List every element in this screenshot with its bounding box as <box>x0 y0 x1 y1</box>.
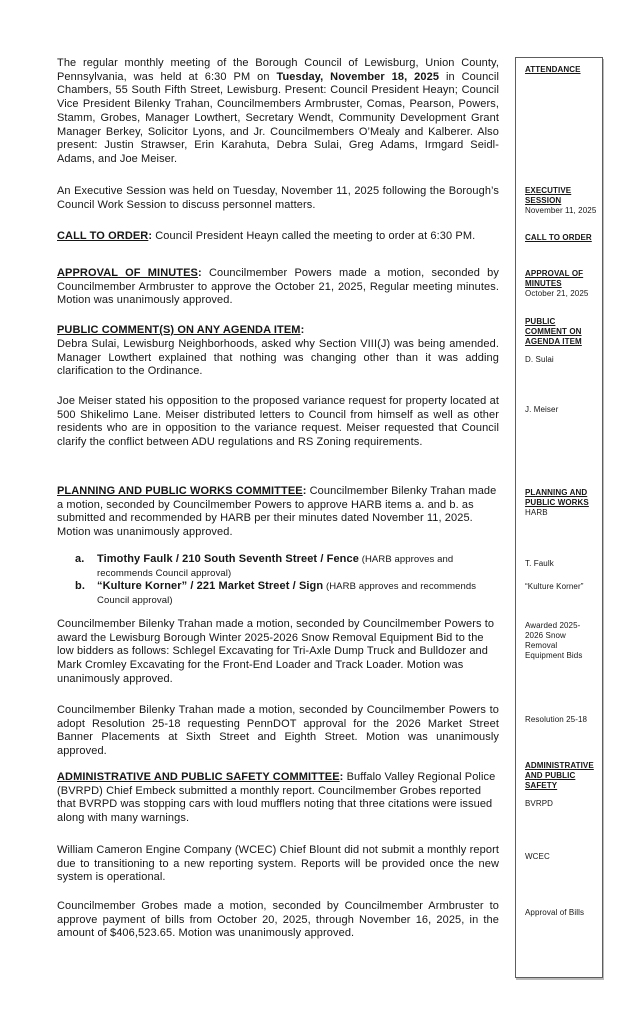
public-comment-paragraph <box>57 338 499 379</box>
margin-note-line: SESSION <box>525 196 562 205</box>
text-run: “Kulture Korner” / 221 Market Street / Sign <box>97 580 324 592</box>
margin-note-line: November 11, 2025 <box>525 206 597 215</box>
margin-note-line: SAFETY <box>525 781 558 790</box>
note-public-comment <box>525 317 599 347</box>
meiser-comment-paragraph <box>57 395 499 450</box>
margin-note-line: T. Faulk <box>525 559 554 568</box>
text-run: PUBLIC COMMENT(S) ON ANY AGENDA ITEM <box>57 324 301 336</box>
text-run: (HARB approves and recommends Council approval) <box>97 554 454 579</box>
note-executive-session <box>525 186 599 216</box>
planning-committee-paragraph <box>57 485 499 540</box>
margin-note-line: ATTENDANCE <box>525 65 581 74</box>
margin-note-line: D. Sulai <box>525 355 554 364</box>
margin-note-line: Resolution 25-18 <box>525 715 588 724</box>
margin-note-line: PLANNING AND <box>525 488 588 497</box>
margin-note-line: J. Meiser <box>525 405 559 414</box>
admin-safety-paragraph <box>57 771 499 826</box>
list-item-content <box>97 580 505 607</box>
text-run: Councilmember Grobes made a motion, seconded by Councilmember Armbruster to approve payment of bills from October 20, 2025, through November 16, 2025, in the amount of $406,523.65. Motion was unanimously approved. <box>57 900 499 940</box>
margin-note-line: MINUTES <box>525 279 562 288</box>
text-run: Tuesday, November 18, 2025 <box>276 70 440 83</box>
note-attendance <box>525 65 599 75</box>
note-wcec <box>525 852 599 862</box>
text-run: : <box>148 230 153 242</box>
text-run: CALL TO ORDER <box>57 230 149 242</box>
note-approval-of-minutes <box>525 269 599 299</box>
margin-note-line: CALL TO ORDER <box>525 233 592 242</box>
text-run: Councilmember Bilenky Trahan made a motion, seconded by Councilmember Powers to award the Lewisburg Borough Winter 2025-2026 Snow Removal Equipment Bid to the low bidders as follows: Schlegel Excavating for Tri-Axle Dump Truck and Bulldozer and Mark Cromley Excavating for the Front-End Loader and Track Loader. Motion was unanimously approved. <box>57 618 495 685</box>
note-d-sulai <box>525 355 599 365</box>
text-run: William Cameron Engine Company (WCEC) Chief Blount did not submit a monthly report due to transitioning to a new reporting system. Reports will be provided once the new system is operational. <box>57 844 499 884</box>
note-t-faulk <box>525 559 599 569</box>
margin-note-line: WCEC <box>525 852 550 861</box>
harb-item-b <box>75 580 505 607</box>
text-run: Councilmember Bilenky Trahan made a motion, seconded by Councilmember Powers to adopt Resolution 25-18 requesting PennDOT approval for the 2026 Market Street Banner Placements at Sixth Street and Eighth Street. Motion was unanimously approved. <box>57 704 499 758</box>
margin-note-line: AND PUBLIC <box>525 771 576 780</box>
wcec-paragraph <box>57 844 499 885</box>
note-admin-public-safety <box>525 761 599 791</box>
harb-item-a <box>75 553 505 580</box>
text-run: An Executive Session was held on Tuesday, November 11, 2025 following the Borough’s Council Work Session to discuss personnel matters. <box>57 185 499 211</box>
margin-note-line: AGENDA ITEM <box>525 337 582 346</box>
call-to-order-paragraph <box>57 230 499 244</box>
text-run: : <box>300 324 305 336</box>
text-run: Councilmember Bilenky Trahan made a motion, seconded by Councilmember Powers to approve HARB items a. and b. as submitted and recommended by HARB per their minutes dated November 11, 2025. Motion was unanimously approved. <box>57 485 497 539</box>
list-marker: b. <box>75 580 85 592</box>
note-snow-bids <box>525 621 599 661</box>
note-bvrpd <box>525 799 599 809</box>
text-run: Joe Meiser stated his opposition to the proposed variance request for property located at 500 Shikelimo Lane. Meiser distributed letters to Council from himself as well as other residents who are in opposition to the variance request. Meiser requested that Council clarify the conflict between ADU regulations and RS Zoning requirements. <box>57 395 499 449</box>
bills-paragraph <box>57 900 499 941</box>
intro-paragraph <box>57 57 499 167</box>
margin-note-line: Approval of Bills <box>525 908 585 917</box>
list-marker: a. <box>75 553 85 565</box>
text-run: (HARB approves and recommends Council approval) <box>97 581 477 606</box>
note-kulture-korner <box>525 582 599 592</box>
margin-note-line: Awarded 2025- <box>525 621 581 630</box>
text-run: Timothy Faulk / 210 South Seventh Street / Fence <box>97 553 359 565</box>
text-run: ADMINISTRATIVE AND PUBLIC SAFETY COMMITTEE <box>57 771 340 783</box>
note-planning-public-works <box>525 488 599 518</box>
margin-note-line: EXECUTIVE <box>525 186 572 195</box>
text-run: : <box>197 267 202 279</box>
text-run: in Council Chambers, 55 South Fifth Street, Lewisburg. Present: Council President Heayn; Council Vice President Bilenky Trahan, Councilmembers Armbruster, Comas, Pearson, Powers, Stamm, Grobes, Manager Lowthert, Secretary Wendt, Community Development Grant Manager Berkey, Solicitor Lyons, and Jr. Councilmembers O’Mealy and Kalberer. Also present: Justin Strawser, Erin Karahuta, Debra Sulai, Greg Adams, Irmgard Seidl-Adams, and Joe Meiser. <box>57 70 499 165</box>
margin-note-line: October 21, 2025 <box>525 289 589 298</box>
margin-note-line: HARB <box>525 508 548 517</box>
margin-note-line: APPROVAL OF <box>525 269 584 278</box>
text-run: : <box>302 485 307 497</box>
note-j-meiser <box>525 405 599 415</box>
approval-of-minutes-paragraph <box>57 267 499 308</box>
text-run: The regular monthly meeting of the Borough Council of Lewisburg, Union County, Pennsylvania, was held at 6:30 PM on <box>57 57 499 83</box>
note-approval-of-bills <box>525 908 599 918</box>
margin-note-line: Equipment Bids <box>525 651 583 660</box>
margin-note-line: “Kulture Korner” <box>525 582 584 591</box>
margin-note-line: 2026 Snow <box>525 631 566 640</box>
note-call-to-order <box>525 233 599 243</box>
margin-note-line: ADMINISTRATIVE <box>525 761 594 770</box>
resolution-paragraph <box>57 704 499 759</box>
public-comment-heading <box>57 324 499 338</box>
margin-note-line: PUBLIC WORKS <box>525 498 589 507</box>
margin-notes-box <box>515 57 603 978</box>
margin-note-line: PUBLIC <box>525 317 556 326</box>
text-run: PLANNING AND PUBLIC WORKS COMMITTEE <box>57 485 303 497</box>
text-run: APPROVAL OF MINUTES <box>57 267 198 279</box>
margin-note-line: BVRPD <box>525 799 554 808</box>
text-run: Buffalo Valley Regional Police (BVRPD) Chief Embeck submitted a monthly report. Councilmember Grobes reported that BVRPD was stopping cars with loud mufflers noting that three citations were issued along with many warnings. <box>57 771 496 825</box>
text-run: Debra Sulai, Lewisburg Neighborhoods, asked why Section VIII(J) was being amended. Manager Lowthert explained that nothing was changing other than it was adding clarification to the Ordinance. <box>57 338 499 378</box>
executive-session-paragraph <box>57 185 499 212</box>
list-item-content <box>97 553 505 580</box>
text-run: : <box>339 771 344 783</box>
snow-removal-paragraph <box>57 618 499 687</box>
text-run: Councilmember Powers made a motion, seconded by Councilmember Armbruster to approve the October 21, 2025, Regular meeting minutes. Motion was unanimously approved. <box>57 267 499 307</box>
text-run: Council President Heayn called the meeting to order at 6:30 PM. <box>152 230 476 242</box>
margin-note-line: Removal <box>525 641 558 650</box>
note-resolution <box>525 715 599 725</box>
margin-note-line: COMMENT ON <box>525 327 582 336</box>
